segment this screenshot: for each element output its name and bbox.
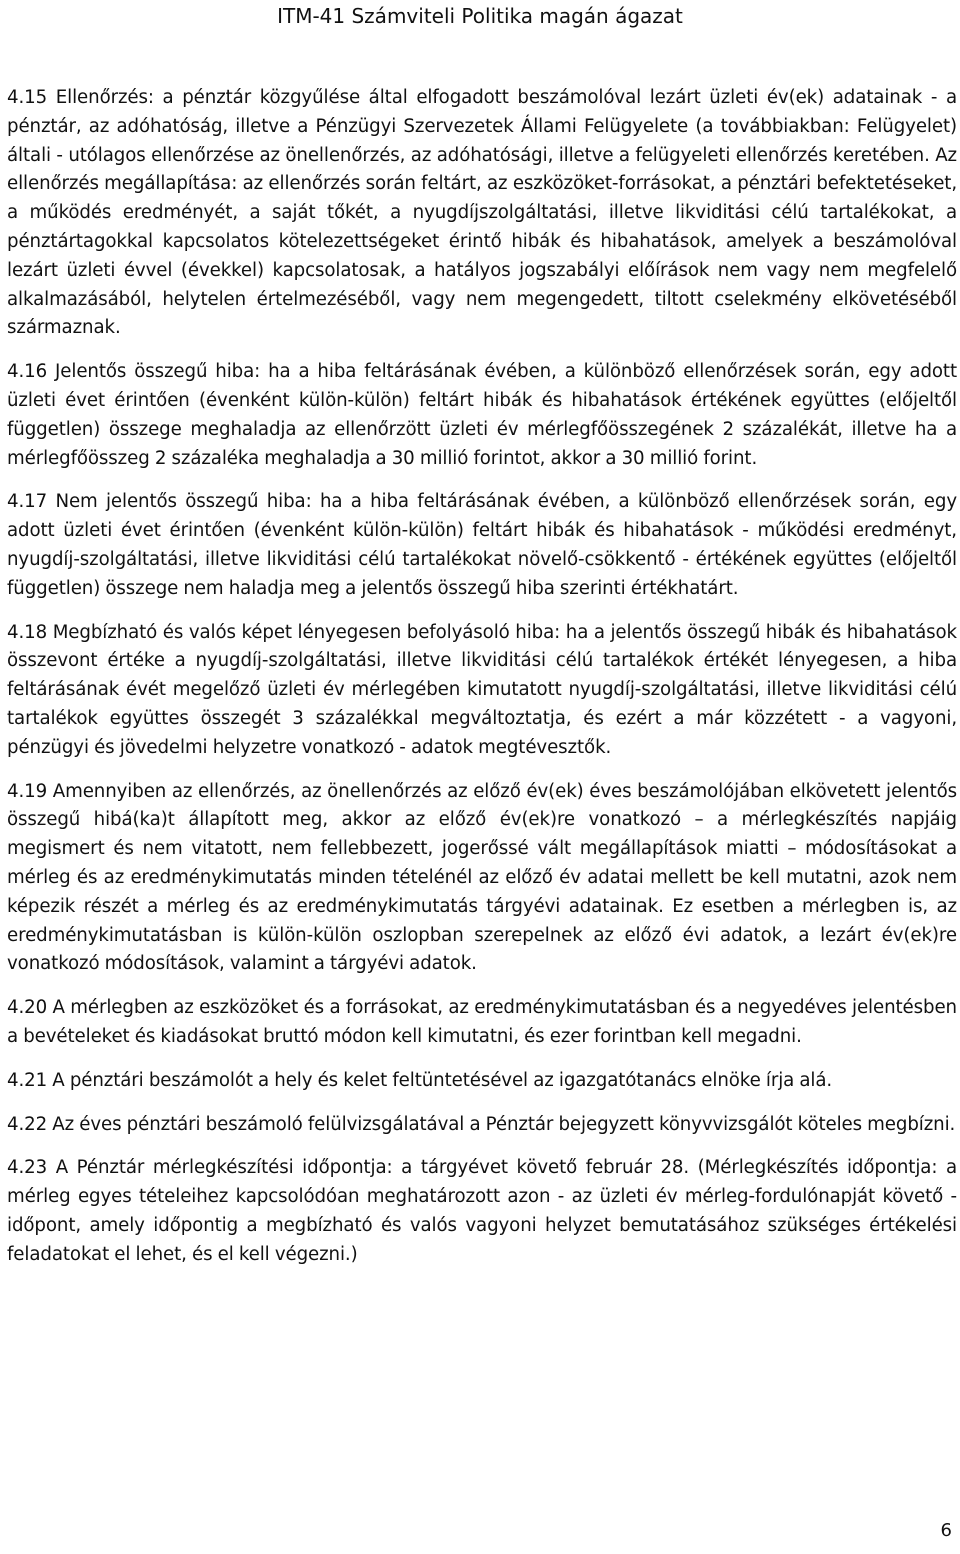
paragraph-4-18 (7, 619, 957, 763)
paragraph-number: 4.16 (7, 361, 48, 383)
paragraph-text: Amennyiben az ellenőrzés, az önellenőrzés az előző év(ek) éves beszámolójában elkövetett jelentős összegű hibá(ka)t állapított meg, akkor az előző év(ek)re vonatkozó – a mérlegkészítés napjáig megismert és nem vitatott, nem fellebbezett, jogerőssé vált megállapítások miatti – módosításokat a mérleg és az eredménykimutatás minden tételénél az előző év adatai mellett be kell mutatni, azok nem képezik részét a mérleg és az eredménykimutatás tárgyévi adatainak. Ez esetben a mérlegben is, az eredménykimutatásban is külön-külön oszlopban szerepelnek az előző évi adatok, a lezárt év(ek)re vonatkozó módosítások, valamint a tárgyévi adatok. (7, 780, 957, 975)
paragraph-4-15 (7, 84, 957, 343)
page-number: 6 (940, 1520, 952, 1541)
document-body (7, 84, 957, 1284)
paragraph-4-23 (7, 1154, 957, 1269)
paragraph-4-22 (7, 1111, 957, 1140)
paragraph-number: 4.21 (7, 1069, 48, 1091)
paragraph-number: 4.23 (7, 1157, 48, 1179)
paragraph-text: A pénztári beszámolót a hely és kelet feltüntetésével az igazgatótanács elnöke írja alá. (52, 1069, 833, 1091)
paragraph-number: 4.22 (7, 1113, 48, 1135)
paragraph-4-21 (7, 1067, 957, 1096)
paragraph-text: A mérlegben az eszközöket és a forrásokat, az eredménykimutatásban és a negyedéves jelentésben a bevételeket és kiadásokat bruttó módon kell kimutatni, és ezer forintban kell megadni. (7, 997, 957, 1047)
paragraph-text: Megbízható és valós képet lényegesen befolyásoló hiba: ha a jelentős összegű hibák és hibahatások összevont értéke a nyugdíj-szolgáltatási, illetve likviditási célú tartalékok értékét lényegesen, a hiba feltárásának évét megelőző üzleti év mérlegében kimutatott nyugdíj-szolgáltatási, illetve likviditási célú tartalékok együttes összegét 3 százalékkal megváltoztatja, és ezért a már közzétett - a vagyoni, pénzügyi és jövedelmi helyzetre vonatkozó - adatok megtévesztők. (7, 621, 957, 758)
paragraph-text: Jelentős összegű hiba: ha a hiba feltárásának évében, a különböző ellenőrzések során, egy adott üzleti évet érintően (évenként külön-külön) feltárt hibák és hibahatások értékének együttes (előjeltől független) összege meghaladja az ellenőrzött üzleti év mérlegfőösszegének 2 százalékát, illetve ha a mérlegfőösszeg 2 százaléka meghaladja a 30 millió forintot, akkor a 30 millió forint. (7, 361, 957, 469)
paragraph-4-19 (7, 778, 957, 980)
paragraph-text: Nem jelentős összegű hiba: ha a hiba feltárásának évében, a különböző ellenőrzések során, egy adott üzleti évet érintően (évenként külön-külön) feltárt hibák és hibahatások - működési eredményt, nyugdíj-szolgáltatási, illetve likviditási célú tartalékokat növelő-csökkentő - értékének együttes (előjeltől független) összege nem haladja meg a jelentős összegű hiba szerinti értékhatárt. (7, 491, 958, 599)
paragraph-number: 4.17 (7, 491, 48, 513)
paragraph-4-20 (7, 994, 957, 1052)
paragraph-number: 4.20 (7, 997, 48, 1019)
paragraph-number: 4.15 (7, 87, 48, 108)
paragraph-text: Ellenőrzés: a pénztár közgyűlése által elfogadott beszámolóval lezárt üzleti év(ek) adatainak - a pénztár, az adóhatóság, illetve a Pénzügyi Szervezetek Állami Felügyelete (a továbbiakban: Felügyelet) általi - utólagos ellenőrzése az önellenőrzés, az adóhatósági, illetve a felügyeleti ellenőrzés keretében. Az ellenőrzés megállapítása: az ellenőrzés során feltárt, az eszközöket-forrásokat, a pénztári befektetéseket, a működés eredményét, a saját tőkét, a nyugdíjszolgáltatási, illetve likviditási célú tartalékokat, a pénztártagokkal kapcsolatos kötelezettségeket érintő hibák és hibahatások, amelyek a beszámolóval lezárt üzleti évvel (évekkel) kapcsolatosak, a hatályos jogszabályi előírások nem vagy nem megfelelő alkalmazásából, helytelen értelmezéséből, vagy nem megengedett, tiltott cselekmény elkövetéséből származnak. (7, 87, 957, 339)
page-header: ITM-41 Számviteli Politika magán ágazat (277, 4, 683, 28)
paragraph-4-16 (7, 358, 957, 473)
paragraph-text: A Pénztár mérlegkészítési időpontja: a tárgyévet követő február 28. (Mérlegkészítés időpontja: a mérleg egyes tételeihez kapcsolódóan meghatározott azon - az üzleti év mérleg-fordulónapját követő - időpont, amely időpontig a megbízható és valós vagyoni helyzet bemutatásához szükséges értékelési feladatokat el lehet, és el kell végezni.) (7, 1157, 957, 1265)
paragraph-number: 4.19 (7, 780, 48, 802)
paragraph-number: 4.18 (7, 621, 48, 643)
paragraph-4-17 (7, 488, 957, 603)
paragraph-text: Az éves pénztári beszámoló felülvizsgálatával a Pénztár bejegyzett könyvvizsgálót köteles megbízni. (52, 1113, 956, 1135)
